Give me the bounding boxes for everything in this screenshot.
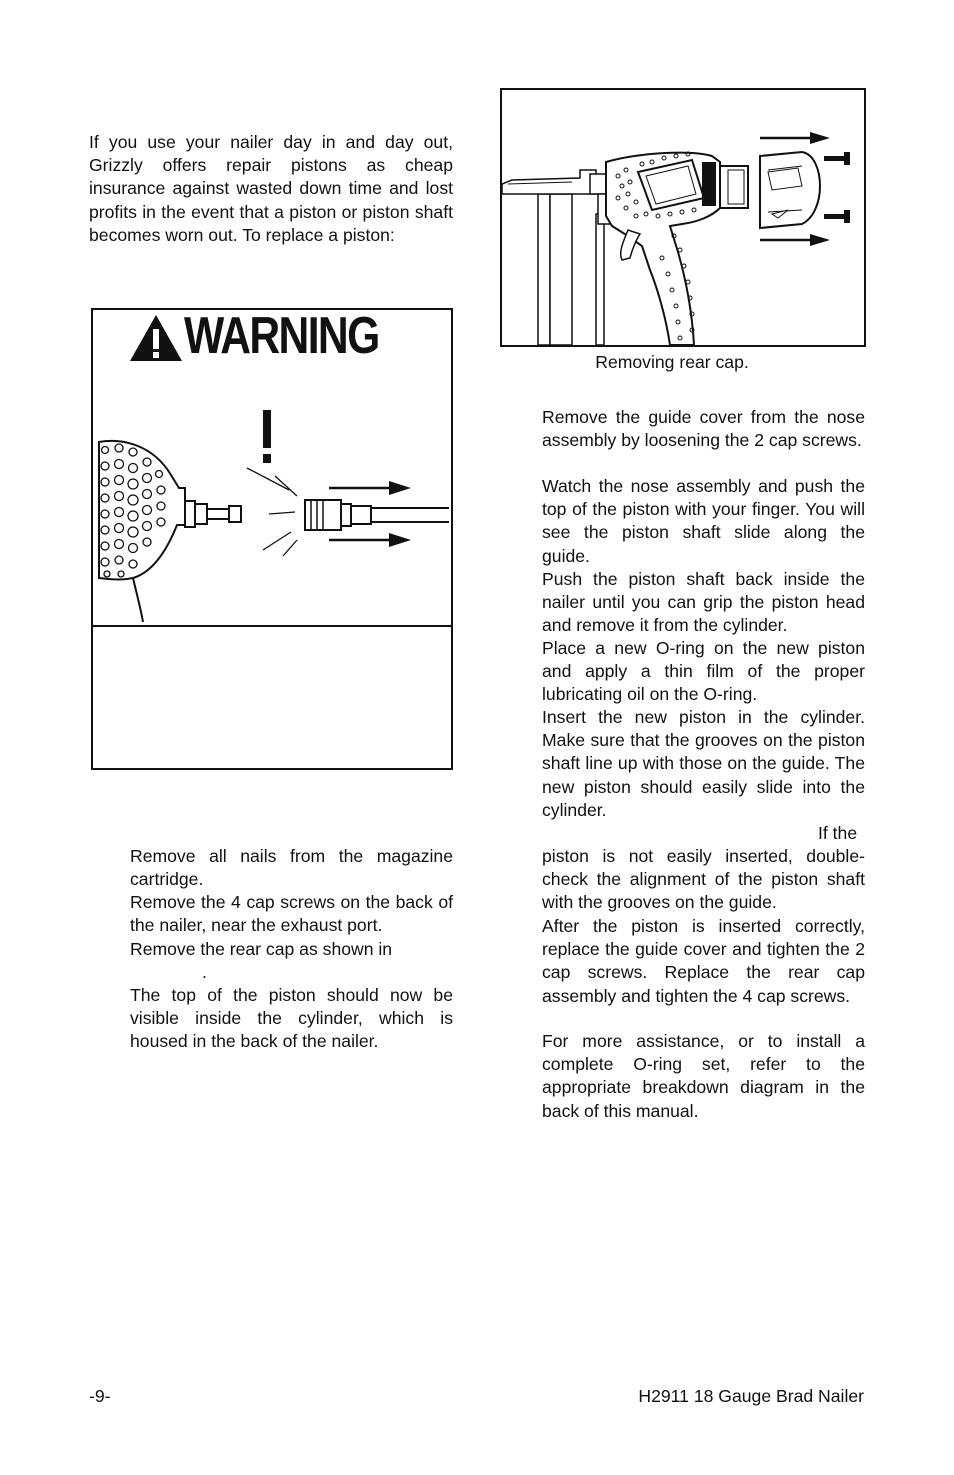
warning-box <box>91 308 453 770</box>
right-step-5: Insert the new piston in the cylinder. Make sure that the grooves on the piston shaft line up with those on the guide. The new piston should easily slide into the cylinder. <box>542 707 865 820</box>
warning-triangle-icon <box>128 313 184 363</box>
page-number: -9- <box>89 1386 111 1406</box>
warning-divider <box>93 625 451 627</box>
left-step-1: Remove all nails from the magazine cartridge. <box>130 846 453 890</box>
left-step-2: Remove the 4 cap screws on the back of the nailer, near the exhaust port. <box>130 892 453 936</box>
right-step-4: Place a new O-ring on the new piston and apply a thin film of the proper lubricating oil on the O-ring. <box>542 638 865 705</box>
right-step-7: For more assistance, or to install a complete O-ring set, refer to the appropriate breakdown diagram in the back of this manual. <box>542 1031 865 1121</box>
warning-title: WARNING <box>184 307 379 365</box>
nailer-rear-cap-illustration <box>502 90 864 345</box>
footer-title: H2911 18 Gauge Brad Nailer <box>638 1386 864 1406</box>
right-step-3: Push the piston shaft back inside the nailer until you can grip the piston head and remove it from the cylinder. <box>542 569 865 636</box>
right-step-5-note: piston is not easily inserted, double-check the alignment of the piston shaft with the grooves on the guide. <box>542 846 865 913</box>
figure-caption: Removing rear cap. <box>595 352 749 372</box>
right-step-6: After the piston is inserted correctly, replace the guide cover and tighten the 2 cap screws. Replace the rear cap assembly and tighten the 4 cap screws. <box>542 916 865 1006</box>
left-step-3-end: . <box>202 962 207 982</box>
right-step-5-note-start: If the <box>818 823 858 843</box>
right-step-1: Remove the guide cover from the nose assembly by loosening the 2 cap screws. <box>542 407 865 451</box>
left-step-3: Remove the rear cap as shown in <box>130 939 393 959</box>
intro-paragraph: If you use your nailer day in and day out, Grizzly offers repair pistons as cheap insurance against wasted down time and lost profits in the event that a piston or piston shaft becomes worn out. To replace a piston: <box>89 132 453 245</box>
rear-cap-figure <box>500 88 866 347</box>
right-step-2: Watch the nose assembly and push the top of the piston with your finger. You will see the piston shaft slide along the guide. <box>542 476 865 566</box>
left-step-4: The top of the piston should now be visible inside the cylinder, which is housed in the back of the nailer. <box>130 985 453 1052</box>
